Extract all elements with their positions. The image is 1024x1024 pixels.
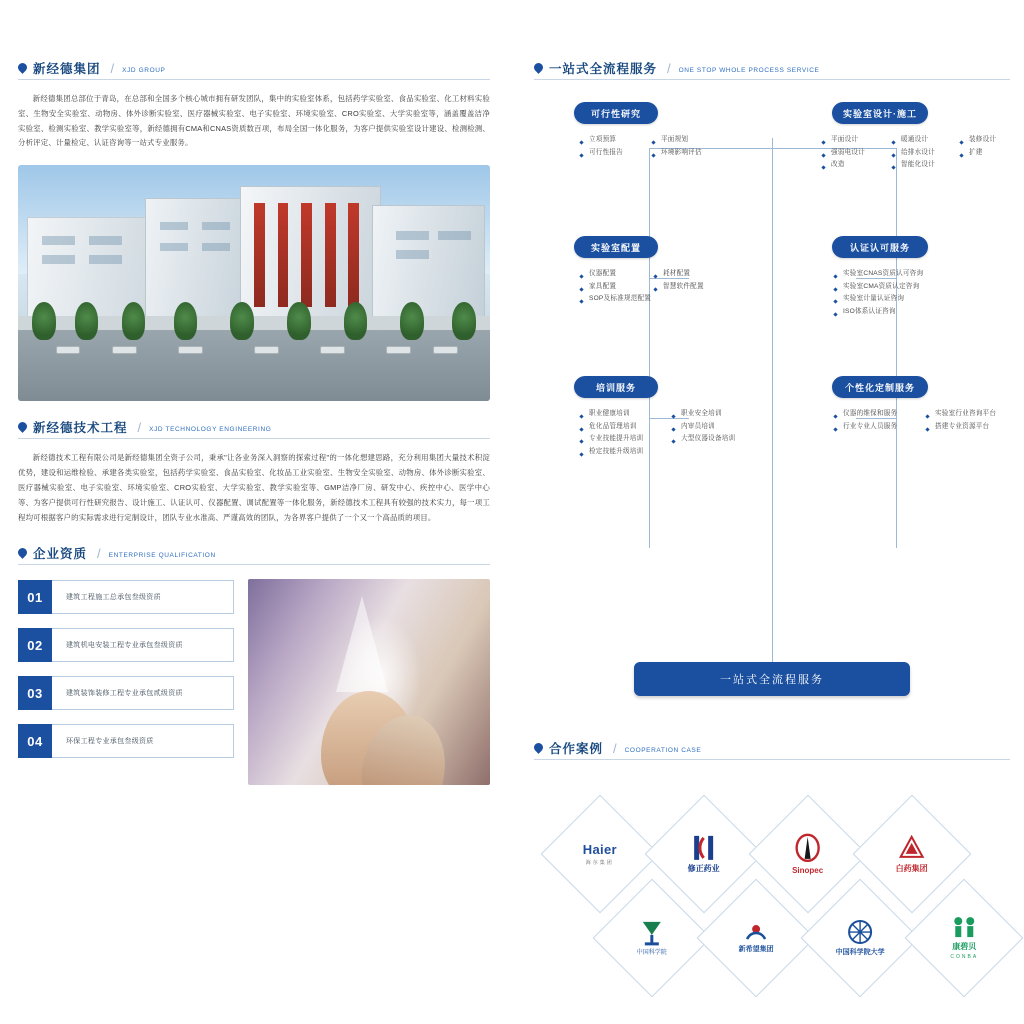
flow-item: 危化品管理培训: [580, 421, 672, 434]
partner-name: 康碧贝: [952, 942, 976, 952]
window: [202, 243, 230, 251]
flow-node-design-construction[interactable]: 实验室设计·施工: [832, 102, 928, 124]
flow-item: 专业技能提升培训: [580, 433, 672, 446]
tree: [122, 302, 146, 340]
window: [438, 231, 471, 239]
road: [18, 330, 490, 401]
item-number: 03: [18, 676, 52, 710]
tree: [344, 302, 368, 340]
section-title-en: ENTERPRISE QUALIFICATION: [108, 551, 216, 559]
flow-item: 职业安全培训: [672, 408, 760, 421]
section-title-en: ONE STOP WHOLE PROCESS SERVICE: [678, 66, 820, 74]
window: [160, 222, 188, 230]
section-title-cn: 新经德技术工程: [33, 420, 128, 435]
section-heading-cooperation: [534, 742, 1010, 760]
flow-item: 平面设计: [822, 134, 892, 147]
flow-items-feasibility: [580, 134, 730, 159]
flow-item: 强弱电设计: [822, 147, 892, 160]
flow-item: 改造: [822, 159, 892, 172]
ucas-mark-icon: [846, 918, 874, 946]
partner-name: 中国科学院大学: [835, 949, 885, 957]
cas-mark-icon: [637, 919, 667, 947]
section-title-cn: 合作案例: [549, 741, 604, 756]
droplet-icon: [532, 741, 545, 754]
qualification-list: [18, 579, 234, 785]
red-accent-3: [301, 203, 312, 307]
tree: [230, 302, 254, 340]
item-label: 建筑工程施工总承包叁级资质: [52, 580, 234, 614]
red-accent-4: [325, 203, 336, 307]
tree: [452, 302, 476, 340]
sinopec-mark-icon: [793, 833, 823, 863]
divider-slash: /: [137, 420, 142, 436]
partner-logo-grid: [534, 778, 1010, 1008]
section-title-cn: 企业资质: [33, 546, 88, 561]
flow-item: 仪器配置: [580, 268, 654, 281]
section-title-en: COOPERATION CASE: [624, 746, 702, 754]
list-item: [18, 675, 234, 711]
section-title-en: XJD TECHNOLOGY ENGINEERING: [149, 425, 272, 433]
newhope-mark-icon: [741, 921, 771, 943]
partner-name: 修正药业: [688, 863, 720, 873]
item-number: 04: [18, 724, 52, 758]
flow-item: 扩建: [960, 147, 1008, 160]
item-number: 02: [18, 628, 52, 662]
list-item: [18, 579, 234, 615]
red-accent-2: [278, 203, 289, 307]
flow-item: ISO体系认证咨询: [834, 306, 1004, 319]
flow-item: 实验室CMA资质认定咨询: [834, 281, 1004, 294]
flow-item: 装修设计: [960, 134, 1008, 147]
partner-name: Sinopec: [792, 865, 824, 875]
section-heading-service: [534, 62, 1010, 80]
flow-item: 行业专业人员服务: [834, 421, 926, 434]
flow-item: 职业健康培训: [580, 408, 672, 421]
left-column: [18, 62, 490, 785]
flow-item: 可行性报告: [580, 147, 652, 160]
flow-node-equipment[interactable]: 实验室配置: [574, 236, 658, 258]
divider-slash: /: [97, 546, 101, 562]
baiyao-mark-icon: [899, 835, 925, 861]
xiuzheng-mark-icon: [689, 835, 719, 861]
car: [386, 346, 411, 354]
flow-items-equipment: [580, 268, 740, 306]
window: [42, 236, 75, 245]
flow-item: 实验室行业咨询平台: [926, 408, 1010, 421]
flow-item: 立项预算: [580, 134, 652, 147]
flow-item: 平面规划: [652, 134, 730, 147]
flow-item: 实验室计量认证咨询: [834, 293, 1004, 306]
car: [112, 346, 137, 354]
car: [254, 346, 279, 354]
red-accent-1: [254, 203, 265, 307]
flow-items-certification: [834, 268, 1004, 318]
connector: [896, 148, 897, 548]
cooperation-section: [534, 742, 1010, 1008]
list-item: [18, 723, 234, 759]
flow-item: 智能化设计: [892, 159, 960, 172]
window: [396, 231, 429, 239]
tech-description: 新经德技术工程有限公司是新经德集团全资子公司，秉承"让各业务深入洞察的探索过程"的一体化想建思路，充分利用集团大量技术积淀优势，建设和运维检验、承建各类实验室，包括药学实验室、食品实验室、化妆品工业实验室、生物安全实验室、动物房、体外诊断实验室、医疗器械实验室、电子实验室、环境实验室、CRO实验室、大学实验室、教学实验室等、GMP洁净厂房、研发中心、疾控中心、医学中心等、为客户提供可行性研究报告、设计施工、认证认可、仪器配置、调试配置等一体化服务，新经德技术工程具有较强的技术实力，每一项工程均可根据客户的实际需求进行定制设计，团队专业水准高、严谨高效的团队，为各界客户提供了一个又一个高品质的项目。: [18, 453, 490, 522]
partner-name: 中国科学院: [636, 949, 667, 956]
divider-slash: /: [613, 741, 617, 756]
droplet-icon: [16, 546, 29, 559]
item-label: 建筑机电安装工程专业承包叁级资质: [52, 628, 234, 662]
flow-items-design: [822, 134, 1008, 172]
service-flow-diagram: [534, 88, 1010, 696]
tree: [287, 302, 311, 340]
window: [160, 243, 188, 251]
flow-item: 环境影响评估: [652, 147, 730, 160]
tree: [174, 302, 198, 340]
car: [433, 346, 458, 354]
section-heading-group: [18, 62, 490, 80]
tree: [400, 302, 424, 340]
section-title-cn: 新经德集团: [33, 61, 101, 76]
flow-item: SOP及标准规范配置: [580, 293, 740, 306]
flow-node-training[interactable]: 培训服务: [574, 376, 658, 398]
red-accent-5: [348, 203, 359, 307]
tree: [75, 302, 99, 340]
flow-item: 实验室CNAS资质认可咨询: [834, 268, 1004, 281]
section-title-cn: 一站式全流程服务: [549, 61, 658, 76]
group-description: 新经德集团总部位于青岛，在总部和全国多个核心城市拥有研发团队，集中的实验室体系，包括药学实验室、食品实验室、化工材料实验室、生物安全实验室、动物房、体外诊断实验室、医疗器械实验室、电子实验室、环境实验室、CRO实验室、大学实验室等，涵盖覆盖洁净实验室、检测实验室、教学实验室等，新经德拥有CMA和CNAS资质数百项，布局全国一体化服务，为客户提供实验室设计建设、检测检测、分析评定、计量检定、认证咨询等一站式专业服务。: [18, 94, 490, 148]
car: [56, 346, 81, 354]
divider-slash: /: [110, 61, 115, 76]
partner-name: 白药集团: [896, 863, 928, 873]
section-heading-qualification: [18, 547, 490, 565]
window: [42, 255, 75, 264]
qualification-block: [18, 579, 490, 785]
window: [89, 255, 122, 264]
droplet-icon: [16, 61, 29, 74]
car: [320, 346, 345, 354]
flow-item: 给排水设计: [892, 147, 960, 160]
partner-name: 新希望集团: [738, 946, 774, 954]
partner-name: Haier: [582, 841, 618, 857]
droplet-icon: [532, 61, 545, 74]
conba-mark-icon: [949, 915, 979, 939]
right-column: [534, 62, 1010, 696]
flow-node-customization[interactable]: 个性化定制服务: [832, 376, 928, 398]
flow-item: 家具配置: [580, 281, 654, 294]
connector-spine: [772, 138, 773, 678]
section-heading-tech: [18, 421, 490, 439]
flow-item: 耗材配置: [654, 268, 738, 281]
flow-item: 搭建专业资源平台: [926, 421, 1010, 434]
partner-sub: CONBA: [950, 954, 978, 961]
flow-items-customization: [834, 408, 1010, 433]
window: [396, 250, 429, 258]
building-photo: [18, 165, 490, 401]
flow-item: 内审员培训: [672, 421, 760, 434]
summary-bar: 一站式全流程服务: [634, 662, 910, 696]
flow-item: 智慧软件配置: [654, 281, 738, 294]
connector: [649, 148, 650, 548]
flow-item: 大型仪器设备培训: [672, 433, 760, 446]
divider-slash: /: [667, 61, 671, 76]
flow-items-training: [580, 408, 762, 458]
window: [202, 222, 230, 230]
section-title-en: XJD GROUP: [122, 66, 166, 74]
flow-node-certification[interactable]: 认证认可服务: [832, 236, 928, 258]
flow-item: 检定技能升级培训: [580, 446, 762, 459]
hands-photo: [248, 579, 490, 785]
item-number: 01: [18, 580, 52, 614]
item-label: 建筑装饰装修工程专业承包贰级资质: [52, 676, 234, 710]
window: [89, 236, 122, 245]
flow-item: 仪器的维保和服务: [834, 408, 926, 421]
droplet-icon: [16, 420, 29, 433]
light-cone: [336, 596, 388, 692]
flow-item: 暖通设计: [892, 134, 960, 147]
flow-node-feasibility[interactable]: 可行性研究: [574, 102, 658, 124]
car: [178, 346, 203, 354]
list-item: [18, 627, 234, 663]
partner-sub: 海尔集团: [585, 860, 614, 866]
tree: [32, 302, 56, 340]
item-label: 环保工程专业承包叁级资质: [52, 724, 234, 758]
